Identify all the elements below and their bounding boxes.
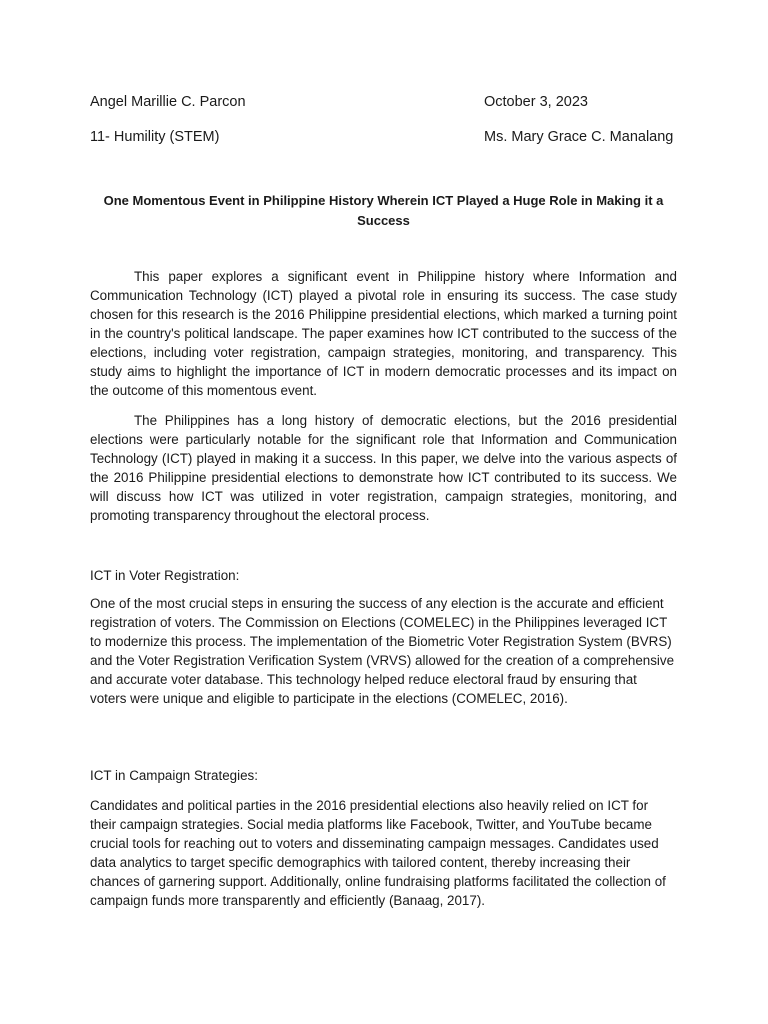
document-title: One Momentous Event in Philippine History Wherein ICT Played a Huge Role in Making it a Success xyxy=(103,193,664,228)
section-heading-campaign-strategies: ICT in Campaign Strategies: xyxy=(90,768,258,783)
introduction-paragraph: The Philippines has a long history of democratic elections, but the 2016 presidential elections were particularly notable for the significant role that Information and Communication Technology (ICT) played in making it a success. In this paper, we delve into the various aspects of the 2016 Philippine presidential elections to demonstrate how ICT contributed to its success. We will discuss how ICT was utilized in voter registration, campaign strategies, monitoring, and promoting transparency throughout the electoral process. xyxy=(90,413,677,523)
section-heading-voter-registration: ICT in Voter Registration: xyxy=(90,568,240,583)
class-section: 11- Humility (STEM) xyxy=(90,129,220,145)
document-date: October 3, 2023 xyxy=(484,94,588,110)
voter-registration-paragraph: One of the most crucial steps in ensuring the success of any election is the accurate and efficient registration of voters. The Commission on Elections (COMELEC) in the Philippines leveraged ICT to modernize this process. The implementation of the Biometric Voter Registration System (BVRS) and the Voter Registration Verification System (VRVS) allowed for the creation of a comprehensive and accurate voter database. This technology helped reduce electoral fraud by ensuring that voters were unique and eligible to participate in the elections (COMELEC, 2016). xyxy=(90,596,675,706)
author-name: Angel Marillie C. Parcon xyxy=(90,94,246,110)
abstract-paragraph: This paper explores a significant event in Philippine history where Information and Communication Technology (ICT) played a pivotal role in ensuring its success. The case study chosen for this research is the 2016 Philippine presidential elections, which marked a turning point in the country's political landscape. The paper examines how ICT contributed to the success of the elections, including voter registration, campaign strategies, monitoring, and transparency. This study aims to highlight the importance of ICT in modern democratic processes and its impact on the outcome of this momentous event. xyxy=(90,269,677,398)
campaign-strategies-paragraph: Candidates and political parties in the 2016 presidential elections also heavily relied on ICT for their campaign strategies. Social media platforms like Facebook, Twitter, and YouTube became crucial tools for reaching out to voters and disseminating campaign messages. Candidates used data analytics to target specific demographics with tailored content, thereby increasing their chances of garnering support. Additionally, online fundraising platforms facilitated the collection of campaign funds more transparently and efficiently (Banaag, 2017). xyxy=(90,798,666,908)
teacher-name: Ms. Mary Grace C. Manalang xyxy=(484,129,674,145)
